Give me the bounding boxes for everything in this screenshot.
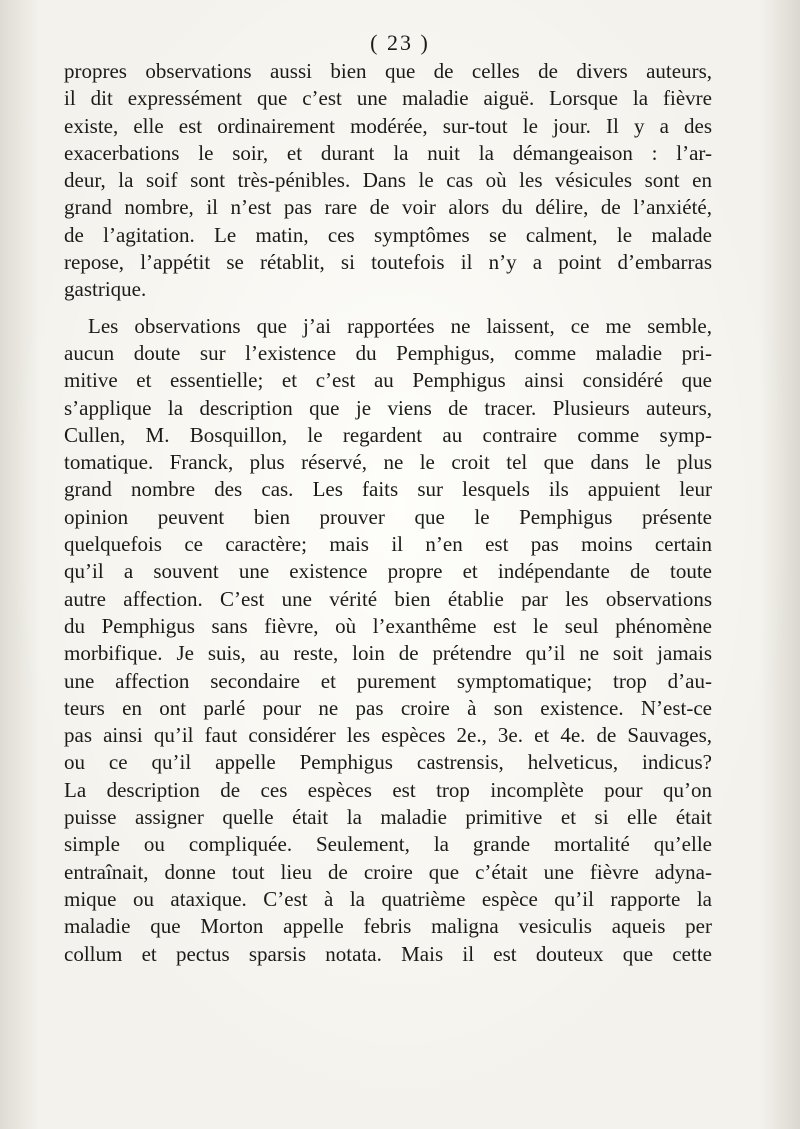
text-line: gastrique. xyxy=(64,277,147,302)
text-line: aucun doute sur l’existence du Pemphigus, comme maladie pri- xyxy=(64,340,712,365)
text-line: puisse assigner quelle était la maladie primitive et si elle était xyxy=(64,805,712,830)
text-line: mitive et essentielle; et c’est au Pemphigus ainsi considéré que xyxy=(64,368,712,393)
text-line: autre affection. C’est une vérité bien établie par les observations xyxy=(64,586,712,611)
text-line: exacerbations le soir, et durant la nuit la démangeaison : l’ar- xyxy=(64,140,712,165)
text-line: collum et pectus sparsis notata. Mais il est douteux que cette xyxy=(64,941,712,966)
text-line: repose, l’appétit se rétablit, si toutefois il n’y a point d’embarras xyxy=(64,250,712,275)
text-line: existe, elle est ordinairement modérée, sur-tout le jour. Il y a des xyxy=(64,113,712,138)
body-text xyxy=(64,58,712,968)
paragraph xyxy=(64,313,712,968)
text-line: qu’il a souvent une existence propre et indépendante de toute xyxy=(64,559,712,584)
text-line: mique ou ataxique. C’est à la quatrième espèce qu’il rapporte la xyxy=(64,886,712,911)
text-line: entraînait, donne tout lieu de croire que c’était une fièvre adyna- xyxy=(64,859,712,884)
text-line: propres observations aussi bien que de celles de divers auteurs, xyxy=(64,59,712,83)
page-number: ( 23 ) xyxy=(370,30,430,55)
paragraph xyxy=(64,58,712,304)
text-line: Les observations que j’ai rapportées ne laissent, ce me semble, xyxy=(88,313,712,338)
text-line: grand nombre des cas. Les faits sur lesquels ils appuient leur xyxy=(64,477,712,502)
text-line: pas ainsi qu’il faut considérer les espèces 2e., 3e. et 4e. de Sauvages, xyxy=(64,723,712,748)
text-line: simple ou compliquée. Seulement, la grande mortalité qu’elle xyxy=(64,832,712,857)
text-line: teurs en ont parlé pour ne pas croire à son existence. N’est-ce xyxy=(64,695,712,720)
text-line: ou ce qu’il appelle Pemphigus castrensis, helveticus, indicus? xyxy=(64,750,712,775)
text-line: du Pemphigus sans fièvre, où l’exanthême est le seul phénomène xyxy=(64,613,712,638)
text-line: opinion peuvent bien prouver que le Pemphigus présente xyxy=(64,504,712,529)
text-line: de l’agitation. Le matin, ces symptômes se calment, le malade xyxy=(64,222,712,247)
paragraph-gap xyxy=(64,304,712,313)
text-line: maladie que Morton appelle febris maligna vesiculis aqueis per xyxy=(64,914,712,939)
text-line: tomatique. Franck, plus réservé, ne le croit tel que dans le plus xyxy=(64,450,712,475)
text-line: s’applique la description que je viens de tracer. Plusieurs auteurs, xyxy=(64,395,712,420)
text-line: Cullen, M. Bosquillon, le regardent au contraire comme symp- xyxy=(64,422,712,447)
text-line: une affection secondaire et purement symptomatique; trop d’au- xyxy=(64,668,712,693)
text-line: quelquefois ce caractère; mais il n’en est pas moins certain xyxy=(64,532,712,557)
text-line: morbifique. Je suis, au reste, loin de prétendre qu’il ne soit jamais xyxy=(64,641,712,666)
text-line: deur, la soif sont très-pénibles. Dans le cas où les vésicules sont en xyxy=(64,168,712,193)
text-line: il dit expressément que c’est une maladie aiguë. Lorsque la fièvre xyxy=(64,86,712,111)
text-line: grand nombre, il n’est pas rare de voir alors du délire, de l’anxiété, xyxy=(64,195,712,220)
text-line: La description de ces espèces est trop incomplète pour qu’on xyxy=(64,777,712,802)
